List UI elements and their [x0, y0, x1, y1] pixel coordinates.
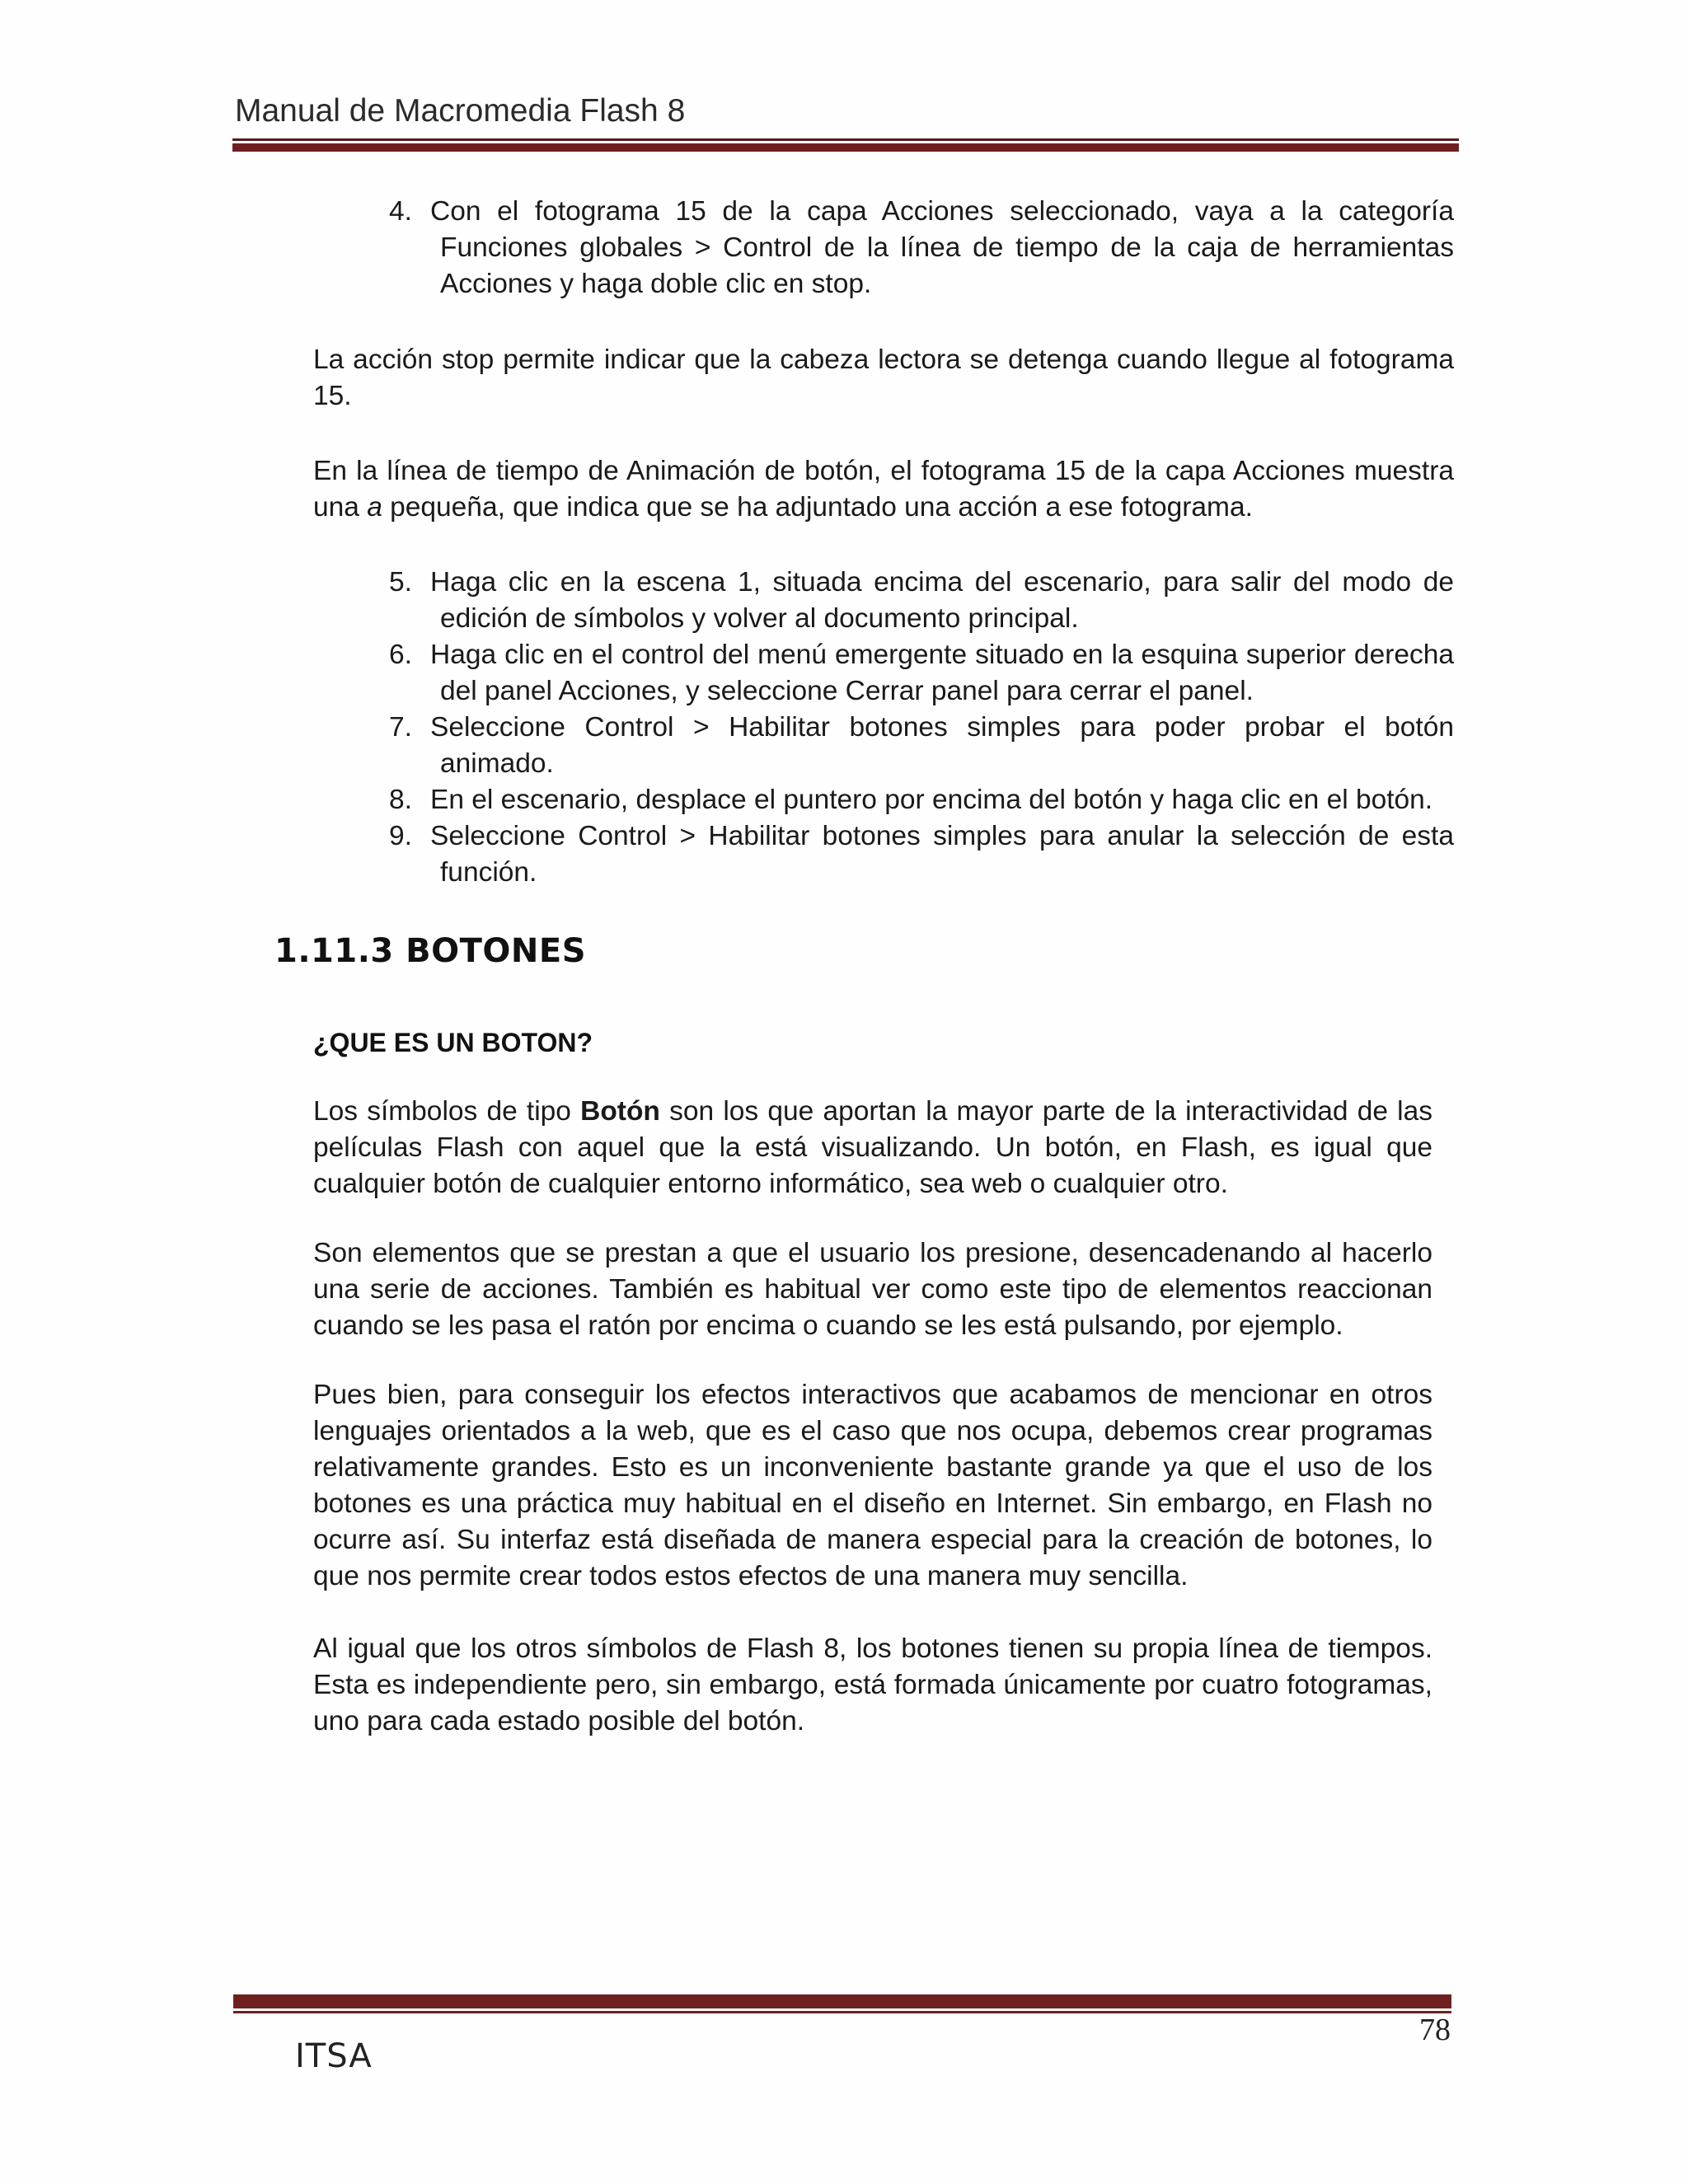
header-rule-thick — [232, 143, 1459, 152]
list-item — [389, 710, 1454, 782]
list-item-number: 5. — [389, 567, 412, 598]
bold-term: Botón — [580, 1096, 660, 1127]
paragraph-button-intro — [313, 1094, 1432, 1202]
paragraph-timeline-note — [313, 453, 1454, 526]
list-item-text: Seleccione Control > Habilitar botones simples para anular la selección de esta función. — [430, 821, 1454, 888]
list-item — [389, 565, 1454, 637]
paragraph-text: son los que aportan la mayor parte de la interactividad de las películas Flash con aquel que la está visualizando. Un botón, en Flash, es igual que cualquier botón de cualquier entorno informático, sea web o cualquier otro. — [313, 1096, 1432, 1199]
list-item — [389, 782, 1454, 818]
italic-letter: a — [367, 492, 382, 523]
header-title: Manual de Macromedia Flash 8 — [235, 93, 686, 129]
list-item-number: 6. — [389, 640, 412, 670]
section-heading: 1.11.3 BOTONES — [274, 932, 587, 970]
paragraph-text: pequeña, que indica que se ha adjuntado una acción a ese fotograma. — [382, 492, 1253, 523]
paragraph-text: En la línea de tiempo de Animación de botón, el fotograma 15 de la capa Acciones muestra una — [313, 456, 1454, 523]
footer-rule — [233, 1994, 1451, 2013]
list-item-number: 7. — [389, 712, 412, 743]
paragraph-button-timeline: Al igual que los otros símbolos de Flash 8, los botones tienen su propia línea de tiempos. Esta es independiente pero, sin embargo, está formada únicamente por cuatro fotogramas, uno para cada estado posible del botón. — [313, 1633, 1432, 1736]
list-item — [389, 818, 1454, 891]
list-item-number: 9. — [389, 821, 412, 851]
paragraph-text: Los símbolos de tipo — [313, 1096, 581, 1127]
list-item — [389, 194, 1454, 302]
list-item — [389, 637, 1454, 710]
footer-rule-thick — [233, 1994, 1451, 2008]
paragraph-stop-action: La acción stop permite indicar que la cabeza lectora se detenga cuando llegue al fotograma 15. — [313, 344, 1454, 411]
list-item-number: 8. — [389, 785, 412, 815]
list-item-text: Seleccione Control > Habilitar botones simples para poder probar el botón animado. — [430, 712, 1454, 779]
header-rule — [232, 138, 1459, 152]
list-item-text: Haga clic en el control del menú emergente situado en la esquina superior derecha del panel Acciones, y seleccione Cerrar panel para cerrar el panel. — [430, 640, 1454, 706]
paragraph-interactive-effects: Pues bien, para conseguir los efectos interactivos que acabamos de mencionar en otros lenguajes orientados a la web, que es el caso que nos ocupa, debemos crear programas relativamente grandes. Esto es un inconveniente bastante grande ya que el uso de los botones es una práctica muy habitual en el diseño en Internet. Sin embargo, en Flash no ocurre así. Su interfaz está diseñada de manera especial para la creación de botones, lo que nos permite crear todos estos efectos de una manera muy sencilla. — [313, 1380, 1432, 1591]
list-item-text: Con el fotograma 15 de la capa Acciones seleccionado, vaya a la categoría Funciones globales > Control de la línea de tiempo de la caja de herramientas Acciones y haga doble clic en stop. — [430, 196, 1454, 299]
sub-heading: ¿QUE ES UN BOTON? — [313, 1028, 593, 1057]
page-number: 78 — [1419, 2013, 1451, 2047]
list-item-text: En el escenario, desplace el puntero por encima del botón y haga clic en el botón. — [430, 785, 1433, 815]
footer-organization: ITSA — [295, 2037, 373, 2075]
header-rule-thin — [232, 138, 1459, 141]
paragraph-button-elements: Son elementos que se prestan a que el usuario los presione, desencadenando al hacerlo una serie de acciones. También es habitual ver como este tipo de elementos reaccionan cuando se les pasa el ratón por encima o cuando se les está pulsando, por ejemplo. — [313, 1238, 1432, 1341]
list-item-number: 4. — [389, 196, 412, 227]
list-item-text: Haga clic en la escena 1, situada encima del escenario, para salir del modo de edición de símbolos y volver al documento principal. — [430, 567, 1454, 634]
footer-rule-thin — [233, 2011, 1451, 2013]
